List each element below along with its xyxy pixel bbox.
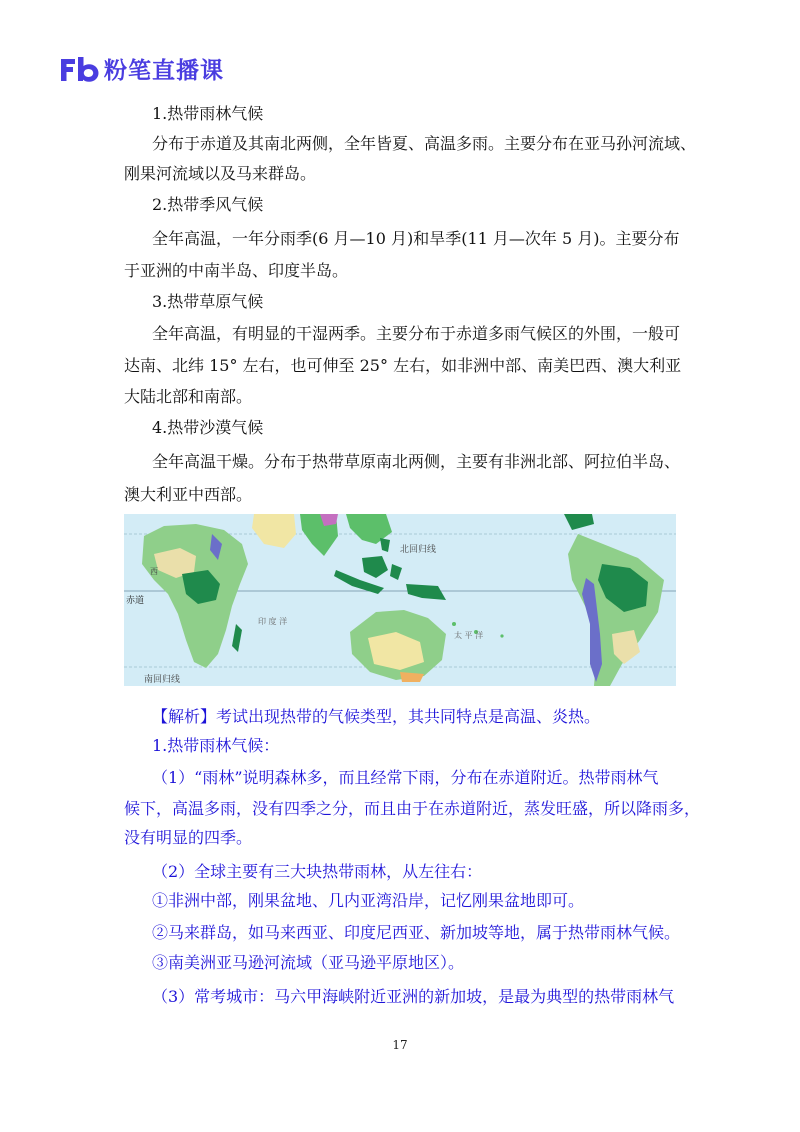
paragraph-line: 分布于赤道及其南北两侧，全年皆夏、高温多雨。主要分布在亚马孙河流域、 bbox=[152, 134, 697, 153]
tropical-climate-map bbox=[124, 514, 676, 686]
analysis-line: （1）“雨林”说明森林多，而且经常下雨，分布在赤道附近。热带雨林气 bbox=[152, 768, 659, 787]
pacific-island-dot bbox=[500, 634, 503, 637]
paragraph-line: 全年高温干燥。分布于热带草原南北两侧，主要有非洲北部、阿拉伯半岛、 bbox=[152, 452, 681, 471]
fenbi-logo-icon bbox=[58, 55, 102, 83]
brand-name: 粉笔直播课 bbox=[104, 58, 224, 84]
paragraph-line: 达南、北纬 15° 左右，也可伸至 25° 左右，如非洲中部、南美巴西、澳大利亚 bbox=[124, 356, 682, 375]
heading-monsoon: 2.热带季风气候 bbox=[152, 195, 264, 214]
paragraph-line: 全年高温，一年分雨季(6 月—10 月)和旱季(11 月—次年 5 月)。主要分布 bbox=[152, 229, 680, 248]
heading-desert: 4.热带沙漠气候 bbox=[152, 418, 264, 437]
analysis-line: 候下，高温多雨，没有四季之分，而且由于在赤道附近，蒸发旺盛，所以降雨多， bbox=[124, 799, 701, 818]
analysis-line: 没有明显的四季。 bbox=[124, 828, 253, 847]
pacific-ocean-label: 太 平 洋 bbox=[454, 631, 484, 640]
tropic-of-capricorn-label: 南回归线 bbox=[144, 675, 181, 685]
heading-rainforest: 1.热带雨林气候 bbox=[152, 104, 264, 123]
brand-logo bbox=[58, 52, 224, 85]
analysis-line: ①非洲中部，刚果盆地、几内亚湾沿岸，记忆刚果盆地即可。 bbox=[152, 891, 585, 910]
analysis-heading: 1.热带雨林气候： bbox=[152, 736, 280, 755]
analysis-line: （2）全球主要有三大块热带雨林，从左往右： bbox=[152, 862, 483, 881]
page-number: 17 bbox=[392, 1038, 408, 1052]
analysis-line: ③南美洲亚马逊河流域（亚马逊平原地区）。 bbox=[152, 953, 465, 972]
west-label: 西 bbox=[150, 567, 158, 576]
paragraph-line: 全年高温，有明显的干湿两季。主要分布于赤道多雨气候区的外围，一般可 bbox=[152, 324, 681, 343]
pacific-island-dot bbox=[452, 622, 456, 626]
paragraph-line: 澳大利亚中西部。 bbox=[124, 485, 253, 504]
analysis-line: （3）常考城市：马六甲海峡附近亚洲的新加坡，是最为典型的热带雨林气 bbox=[152, 987, 675, 1006]
analysis-intro: 【解析】考试出现热带的气候类型，其共同特点是高温、炎热。 bbox=[152, 707, 601, 726]
paragraph-line: 大陆北部和南部。 bbox=[124, 387, 253, 406]
paragraph-line: 于亚洲的中南半岛、印度半岛。 bbox=[124, 261, 349, 280]
heading-savanna: 3.热带草原气候 bbox=[152, 292, 264, 311]
paragraph-line: 刚果河流域以及马来群岛。 bbox=[124, 164, 317, 183]
tropic-of-cancer-label: 北回归线 bbox=[400, 545, 437, 555]
analysis-line: ②马来群岛，如马来西亚、印度尼西亚、新加坡等地，属于热带雨林气候。 bbox=[152, 923, 681, 942]
equator-label: 赤道 bbox=[126, 596, 145, 606]
indian-ocean-label: 印 度 洋 bbox=[258, 617, 288, 626]
